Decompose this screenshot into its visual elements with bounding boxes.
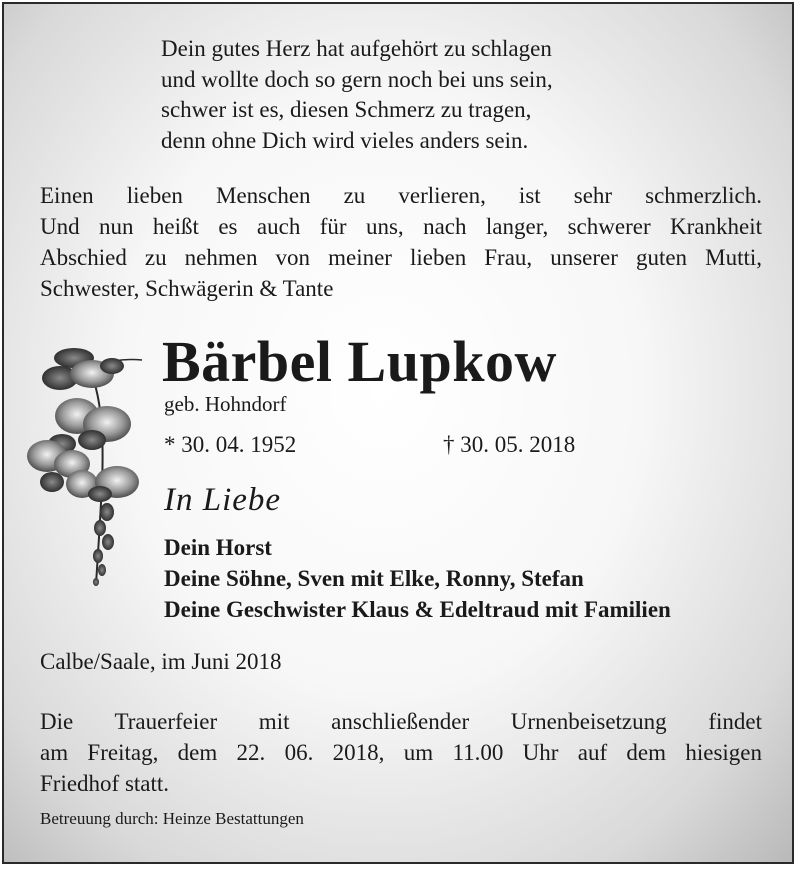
maiden-name: geb. Hohndorf	[164, 392, 287, 416]
intro-text	[40, 180, 762, 304]
service-line: am Freitag, dem 22. 06. 2018, um 11.00 Uhr auf dem hiesigen	[40, 740, 762, 765]
mourner: Dein Horst	[164, 535, 272, 560]
mourner: Deine Geschwister Klaus & Edeltraud mit Familien	[164, 597, 671, 622]
poem	[161, 34, 553, 156]
mourners-list	[164, 532, 671, 625]
intro-line: Abschied zu nehmen von meiner lieben Frau, unserer guten Mutti,	[40, 245, 762, 270]
intro-line: Und nun heißt es auch für uns, nach langer, schwerer Krankheit	[40, 214, 762, 239]
birth-date: * 30. 04. 1952	[164, 432, 297, 457]
death-date: † 30. 05. 2018	[443, 432, 576, 457]
service-line: Friedhof statt.	[40, 771, 170, 796]
funeral-service-info	[40, 706, 762, 799]
place-date: Calbe/Saale, im Juni 2018	[40, 649, 282, 674]
mourner: Deine Söhne, Sven mit Elke, Ronny, Stefan	[164, 566, 584, 591]
service-line: Die Trauerfeier mit anschließender Urnenbeisetzung findet	[40, 709, 762, 734]
intro-line: Einen lieben Menschen zu verlieren, ist sehr schmerzlich.	[40, 183, 762, 208]
poem-line: Dein gutes Herz hat aufgehört zu schlagen	[161, 36, 552, 61]
undertaker-credit: Betreuung durch: Heinze Bestattungen	[40, 809, 304, 828]
poem-line: schwer ist es, diesen Schmerz zu tragen,	[161, 97, 532, 122]
orchid-icon	[22, 344, 162, 589]
deceased-name: Bärbel Lupkow	[162, 329, 557, 394]
in-liebe-heading: In Liebe	[164, 482, 282, 518]
obituary-notice	[2, 2, 794, 864]
poem-line: und wollte doch so gern noch bei uns sein,	[161, 66, 553, 92]
intro-line: Schwester, Schwägerin & Tante	[40, 276, 334, 301]
poem-line: denn ohne Dich wird vieles anders sein.	[161, 127, 529, 153]
